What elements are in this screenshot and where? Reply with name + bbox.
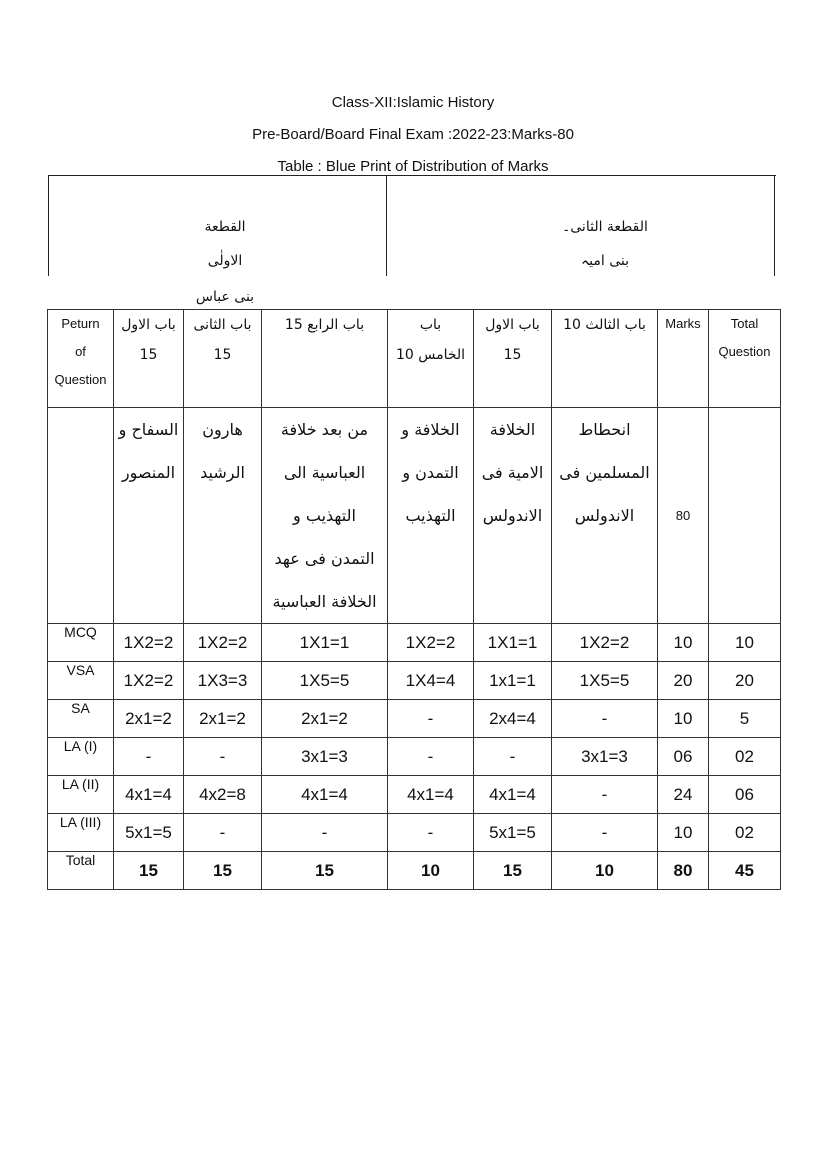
table-cell: 5x1=5: [114, 814, 184, 852]
topic-ch1-line1: السفاح و: [118, 420, 179, 439]
topic-ch4-line4: التمدن فی عھد: [274, 549, 375, 568]
topic-ch5-line1: الخلافة و: [401, 420, 460, 439]
header-ch1-title: باب الاول: [121, 317, 176, 333]
table-cell: -: [184, 738, 262, 776]
header-ch1b-marks: 15: [503, 347, 522, 363]
topic-ch1-line2: المنصور: [121, 463, 176, 482]
table-cell: 2x1=2: [114, 700, 184, 738]
topic-ch4-line1: من بعد خلافة: [280, 420, 369, 439]
header-ch1-marks: 15: [139, 347, 158, 363]
row-label: LA (III): [48, 814, 114, 852]
table-cell: 06: [658, 738, 709, 776]
topic-ch5-line2: التمدن و: [402, 463, 459, 482]
table-cell: 4x1=4: [262, 776, 388, 814]
topic-ch2: [184, 408, 262, 624]
table-title: Table : Blue Print of Distribution of Marks: [277, 158, 549, 175]
table-cell: 20: [658, 662, 709, 700]
topic-ch1b-line2: الامیة فی: [481, 463, 544, 482]
table-cell: -: [262, 814, 388, 852]
table-row: [48, 814, 781, 852]
header-pattern-of-question: [48, 310, 114, 408]
topic-ch4-line5: الخلافة العباسیة: [272, 592, 377, 611]
topic-ch1b-line3: الاندولس: [482, 506, 543, 525]
topic-marks: 80: [658, 408, 709, 624]
header-ch5-title: باب: [419, 317, 442, 333]
header-row: [48, 310, 781, 408]
table-cell: 4x2=8: [184, 776, 262, 814]
table-row: [48, 662, 781, 700]
table-cell: 5: [709, 700, 781, 738]
header-ch2-title: باب الثانی: [193, 317, 252, 333]
row-label: MCQ: [48, 624, 114, 662]
header-ch4-title: باب الرابع 15: [284, 317, 365, 333]
section-divider: [386, 176, 387, 276]
header-total-line1: Total: [730, 316, 759, 331]
table-cell: -: [184, 814, 262, 852]
topic-ch3-line2: المسلمین فی: [559, 463, 650, 482]
table-cell: 4x1=4: [474, 776, 552, 814]
table-row: [48, 776, 781, 814]
table-cell: 2x1=2: [262, 700, 388, 738]
topic-ch3: [552, 408, 658, 624]
table-cell: 1X1=1: [262, 624, 388, 662]
header-chapter-1b: [474, 310, 552, 408]
total-cell: 80: [658, 852, 709, 890]
header-chapter-3: [552, 310, 658, 408]
table-cell: 1X2=2: [184, 624, 262, 662]
topic-ch4: [262, 408, 388, 624]
total-cell: 15: [474, 852, 552, 890]
total-row: [48, 852, 781, 890]
header-pattern-line2: of: [75, 344, 86, 359]
table-cell: 10: [658, 814, 709, 852]
table-cell: -: [388, 700, 474, 738]
row-label: LA (I): [48, 738, 114, 776]
table-cell: 1X2=2: [114, 624, 184, 662]
table-cell: 1X5=5: [262, 662, 388, 700]
topic-ch2-line1: ھارون: [202, 420, 243, 439]
table-cell: 1x1=1: [474, 662, 552, 700]
table-cell: 1X1=1: [474, 624, 552, 662]
exam-title: Pre-Board/Board Final Exam :2022-23:Marks-80: [252, 126, 574, 143]
topic-ch5: [388, 408, 474, 624]
topic-ch2-line2: الرشید: [200, 463, 245, 482]
header-ch2-marks: 15: [213, 347, 232, 363]
header-chapter-2: [184, 310, 262, 408]
section-left-border: [48, 176, 49, 276]
section-right-border: [774, 176, 775, 276]
table-cell: 1X2=2: [388, 624, 474, 662]
topic-ch4-line3: التھذیب و: [293, 506, 356, 525]
table-row: [48, 624, 781, 662]
table-cell: -: [474, 738, 552, 776]
table-cell: 10: [658, 624, 709, 662]
section-left-line1: القطعة: [204, 219, 246, 235]
table-cell: 1X2=2: [114, 662, 184, 700]
table-cell: 24: [658, 776, 709, 814]
table-cell: 4x1=4: [114, 776, 184, 814]
table-row: [48, 738, 781, 776]
table-cell: 5x1=5: [474, 814, 552, 852]
table-cell: -: [388, 814, 474, 852]
row-label: LA (II): [48, 776, 114, 814]
table-cell: 06: [709, 776, 781, 814]
table-cell: 3x1=3: [262, 738, 388, 776]
table-cell: 1X4=4: [388, 662, 474, 700]
header-chapter-5: [388, 310, 474, 408]
section-left-line2: الاولٰی: [207, 253, 243, 269]
section-right-line1: القطعة الثانی۔: [562, 219, 648, 235]
table-cell: 2x4=4: [474, 700, 552, 738]
section-right-line2: بنی امیہ: [580, 253, 630, 269]
table-cell: 10: [709, 624, 781, 662]
topic-ch4-line2: العباسیة الی: [283, 463, 366, 482]
total-cell: 15: [262, 852, 388, 890]
header-marks: Marks: [658, 310, 709, 408]
blueprint-table: [47, 309, 781, 890]
topic-row: [48, 408, 781, 624]
table-cell: 10: [658, 700, 709, 738]
topic-ch1b-line1: الخلافة: [489, 420, 536, 439]
table-cell: -: [114, 738, 184, 776]
row-label: SA: [48, 700, 114, 738]
topic-total-question: [709, 408, 781, 624]
table-cell: 1X2=2: [552, 624, 658, 662]
total-cell: 15: [114, 852, 184, 890]
header-ch5-marks: الخامس 10: [395, 347, 466, 363]
header-chapter-1: [114, 310, 184, 408]
header-pattern-line3: Question: [54, 372, 107, 387]
header-pattern-line1: Peturn: [61, 316, 100, 331]
table-cell: 3x1=3: [552, 738, 658, 776]
table-cell: -: [552, 700, 658, 738]
header-ch1b-title: باب الاول: [485, 317, 540, 333]
total-cell: 10: [552, 852, 658, 890]
table-cell: 1X3=3: [184, 662, 262, 700]
table-cell: 1X5=5: [552, 662, 658, 700]
section-left-line3: بنی عباس: [195, 289, 255, 305]
row-label: VSA: [48, 662, 114, 700]
topic-ch5-line3: التھذیب: [405, 506, 456, 525]
header-ch3-title: باب الثالث 10: [563, 317, 646, 333]
table-cell: 02: [709, 814, 781, 852]
topic-ch3-line3: الاندولس: [574, 506, 635, 525]
table-row: [48, 700, 781, 738]
table-cell: -: [552, 776, 658, 814]
header-total-question: [709, 310, 781, 408]
header-chapter-4: [262, 310, 388, 408]
topic-ch1: [114, 408, 184, 624]
topic-ch3-line1: انحطاط: [578, 420, 631, 439]
total-cell: 15: [184, 852, 262, 890]
table-cell: -: [388, 738, 474, 776]
total-label: Total: [48, 852, 114, 890]
total-cell: 45: [709, 852, 781, 890]
header-total-line2: Question: [718, 344, 771, 359]
table-cell: 2x1=2: [184, 700, 262, 738]
table-cell: 02: [709, 738, 781, 776]
table-cell: 20: [709, 662, 781, 700]
document-title: Class-XII:Islamic History: [331, 94, 495, 111]
table-cell: 4x1=4: [388, 776, 474, 814]
topic-empty-cell: [48, 408, 114, 624]
topic-ch1b: [474, 408, 552, 624]
total-cell: 10: [388, 852, 474, 890]
table-cell: -: [552, 814, 658, 852]
marks-rows: [48, 624, 781, 852]
